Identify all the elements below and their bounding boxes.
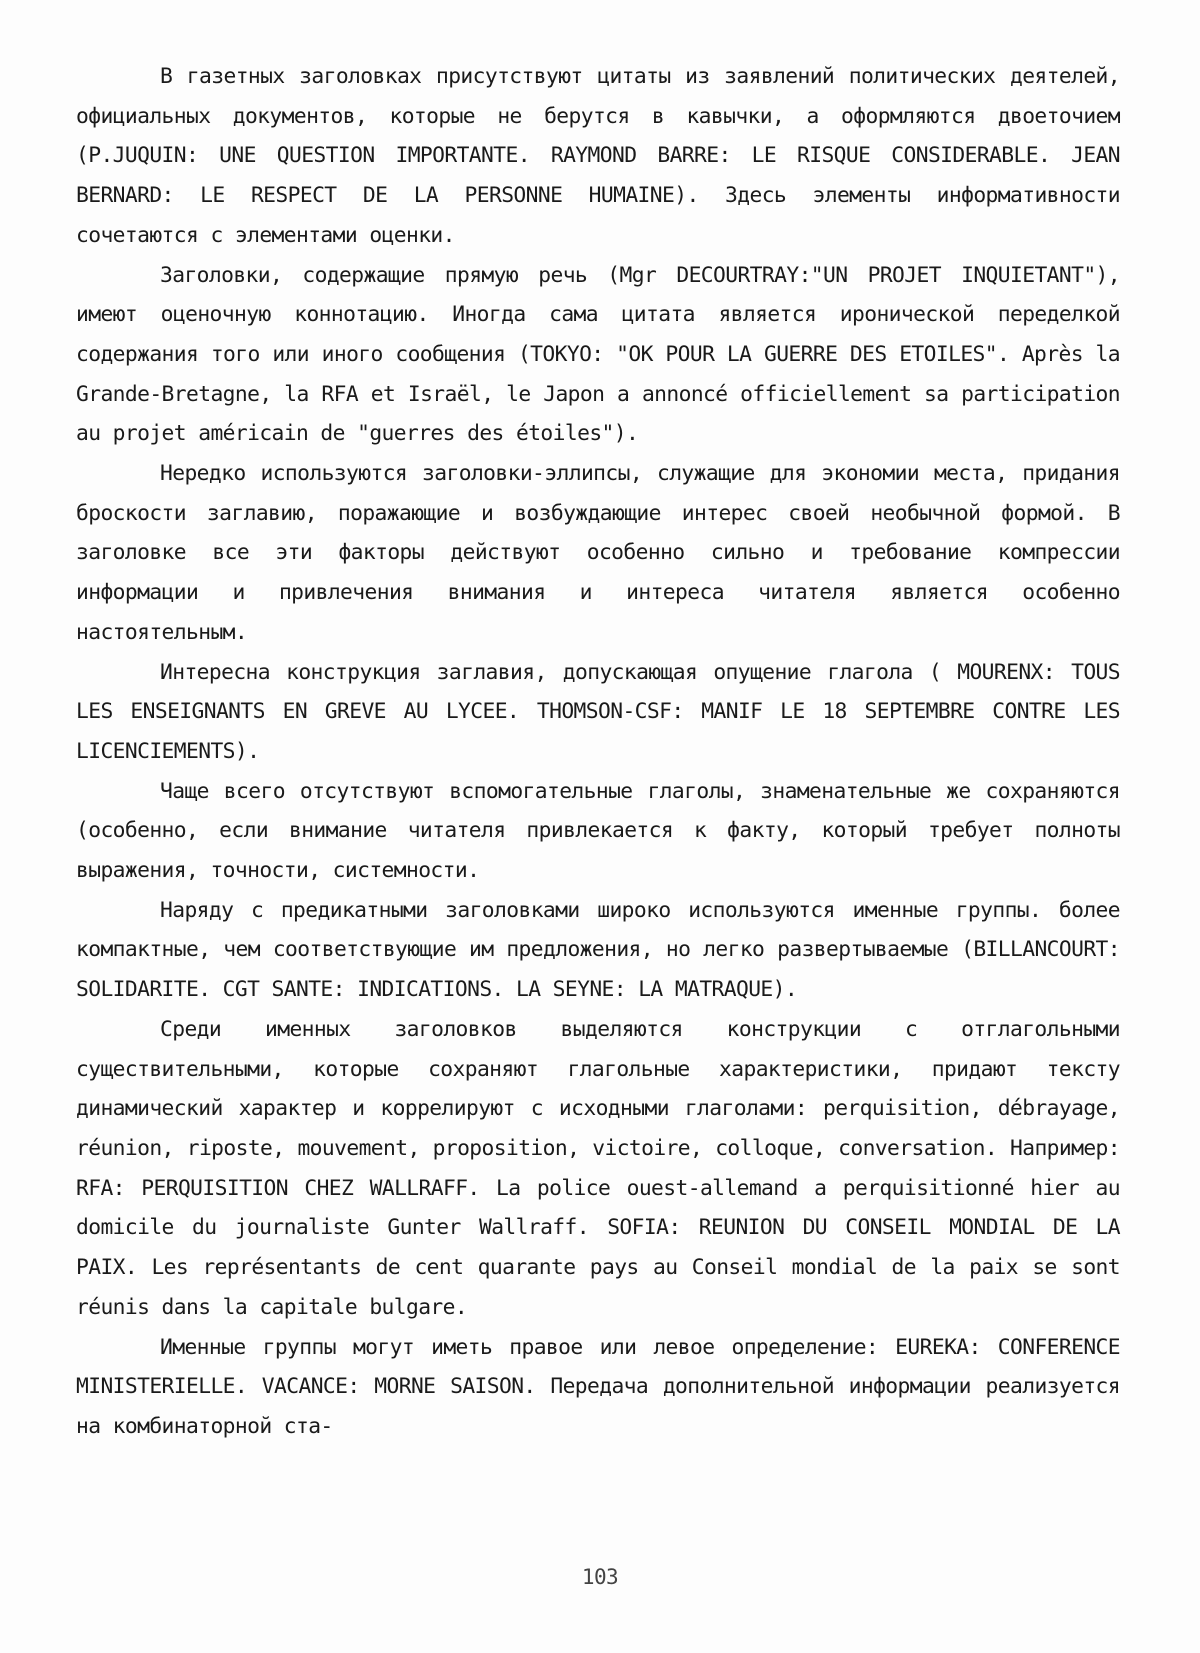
paragraph-direct-speech: Заголовки, содержащие прямую речь (Mgr DECOURTRAY:"UN PROJET INQUIETANT"), имеют оценочную коннотацию. Иногда сама цитата является иронической переделкой содержания того или иного сообщения (TOKYO: "OK POUR LA GUERRE DES ETOILES". Après la Grande-Bretagne, la RFA et Israël, le Japon a annoncé officiellement sa participation au projet américain de "guerres des étoiles"). xyxy=(76,262,1133,447)
page-number: 103 xyxy=(581,1565,619,1589)
paragraph-auxiliary-verbs: Чаще всего отсутствуют вспомогательные глаголы, знаменательные же сохраняются (особенно, если внимание читателя привлекается к факту, который требует полноты выражения, точности, системности. xyxy=(76,778,1133,884)
paragraph-quotes-in-headlines: В газетных заголовках присутствуют цитаты из заявлений политических деятелей, официальных документов, которые не берутся в кавычки, а оформляются двоеточием (P.JUQUIN: UNE QUESTION IMPORTANTE. RAYMOND BARRE: LE RISQUE CONSIDERABLE. JEAN BERNARD: LE RESPECT DE LA PERSONNE HUMAINE). Здесь элементы информативности сочетаются с элементами оценки. xyxy=(76,64,1133,248)
paragraph-verb-omission: Интересна конструкция заглавия, допускающая опущение глагола ( MOURENX: TOUS LES ENSEIGNANTS EN GREVE AU LYCEE. THOMSON-CSF: MANIF LE 18 SEPTEMBRE CONTRE LES LICENCIEMENTS). xyxy=(76,659,1133,764)
paragraph-nominal-groups: Наряду с предикатными заголовками широко используются именные группы. более компактные, чем соответствующие им предложения, но легко развертываемые (BILLANCOURT: SOLIDARITE. CGT SANTE: INDICATIONS. LA SEYNE: LA MATRAQUE). xyxy=(76,897,1133,1003)
paragraph-modifiers: Именные группы могут иметь правое или левое определение: EUREKA: CONFERENCE MINISTERIELLE. VACANCE: MORNE SAISON. Передача дополнительной информации реализуется на комбинаторной ста- xyxy=(76,1334,1133,1439)
paragraph-ellipsis: Нередко используются заголовки-эллипсы, служащие для экономии места, придания броскости заглавию, поражающие и возбуждающие интерес своей необычной формой. В заголовке все эти факторы действуют особенно сильно и требование компрессии информации и привлечения внимания и интереса читателя является особенно настоятельным. xyxy=(76,461,1133,645)
paragraph-verbal-nouns: Среди именных заголовков выделяются конструкции с отглагольными существительными, которые сохраняют глагольные характеристики, придают тексту динамический характер и коррелируют с исходными глаголами: perquisition, débrayage, réunion, riposte, mouvement, proposition, victoire, colloque, conversation. Например: RFA: PERQUISITION CHEZ WALLRAFF. La police ouest-allemand a perquisitionné hier au domicile du journaliste Gunter Wallraff. SOFIA: REUNION DU CONSEIL MONDIAL DE LA PAIX. Les représentants de cent quarante pays au Conseil mondial de la paix se sont réunis dans la capitale bulgare. xyxy=(76,1016,1133,1320)
